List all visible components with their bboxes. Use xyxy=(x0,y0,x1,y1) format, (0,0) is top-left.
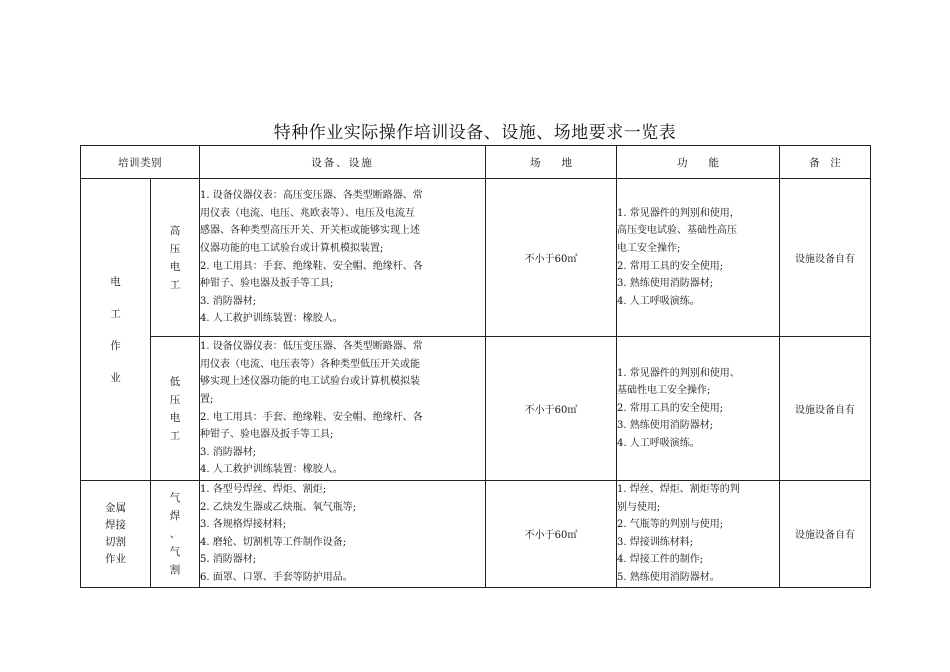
site-cell: 不小于60㎡ xyxy=(486,481,617,588)
header-remark: 备 注 xyxy=(780,146,871,179)
subcategory-low-voltage: 低 压 电 工 xyxy=(151,337,200,481)
table-row xyxy=(81,179,871,337)
site-cell: 不小于60㎡ xyxy=(486,337,617,481)
header-category: 培训类别 xyxy=(81,146,200,179)
equipment-cell: 1. 设备仪器仪表：低压变压器、各类型断路器、常 用仪表（电流、电压表等）各种类型低压开关或能 够实现上述仪器功能的电工试验台或计算机模拟装 置; 2. 电工用具：手套、绝缘鞋、安全帽、绝缘杆、各 种钳子、验电器及扳手等工具; 3. 消防器材; 4. 人工救护训练装置：橡胶人。 xyxy=(200,337,486,481)
function-cell: 1. 常见器件的判别和使用、 基础性电工安全操作; 2. 常用工具的安全使用; 3. 熟练使用消防器材; 4. 人工呼吸演练。 xyxy=(617,337,780,481)
subcategory-high-voltage: 高 压 电 工 xyxy=(151,179,200,337)
function-cell: 1. 焊丝、焊炬、割炬等的判 别与使用; 2. 气瓶等的判别与使用; 3. 焊接训练材料; 4. 焊接工件的制作; 5. 熟练使用消防器材。 xyxy=(617,481,780,588)
remark-cell: 设施设备自有 xyxy=(780,481,871,588)
function-cell: 1. 常见器件的判别和使用， 高压变电试验、基础性高压 电工安全操作; 2. 常用工具的安全使用; 3. 熟练使用消防器材; 4. 人工呼吸演练。 xyxy=(617,179,780,337)
requirements-table xyxy=(80,145,871,588)
header-row xyxy=(81,146,871,179)
equipment-cell: 1. 各型号焊丝、焊炬、割炬; 2. 乙炔发生器或乙炔瓶、氧气瓶等; 3. 各规格焊接材料; 4. 磨轮、切割机等工件制作设备; 5. 消防器材; 6. 面罩、口罩、手套等防护用品。 xyxy=(200,481,486,588)
subcategory-gas-welding: 气 焊 、 气 割 xyxy=(151,481,200,588)
remark-cell: 设施设备自有 xyxy=(780,179,871,337)
header-equipment: 设备、设施 xyxy=(200,146,486,179)
category-welding: 金属 焊接 切割 作业 xyxy=(81,481,151,588)
header-site: 场 地 xyxy=(486,146,617,179)
table-row xyxy=(81,481,871,588)
table-row xyxy=(81,337,871,481)
header-function: 功 能 xyxy=(617,146,780,179)
remark-cell: 设施设备自有 xyxy=(780,337,871,481)
category-electrician: 电 工 作 业 xyxy=(81,179,151,481)
equipment-cell: 1. 设备仪器仪表：高压变压器、各类型断路器、常 用仪表（电流、电压、兆欧表等）、电压及电流互 感器、各种类型高压开关、开关柜或能够实现上述 仪器功能的电工试验台或计算机模拟装置; 2. 电工用具：手套、绝缘鞋、安全帽、绝缘杆、各 种钳子、验电器及扳手等工具; 3. 消防器材; 4. 人工救护训练装置：橡胶人。 xyxy=(200,179,486,337)
site-cell: 不小于60㎡ xyxy=(486,179,617,337)
page-title: 特种作业实际操作培训设备、设施、场地要求一览表 xyxy=(273,123,677,143)
